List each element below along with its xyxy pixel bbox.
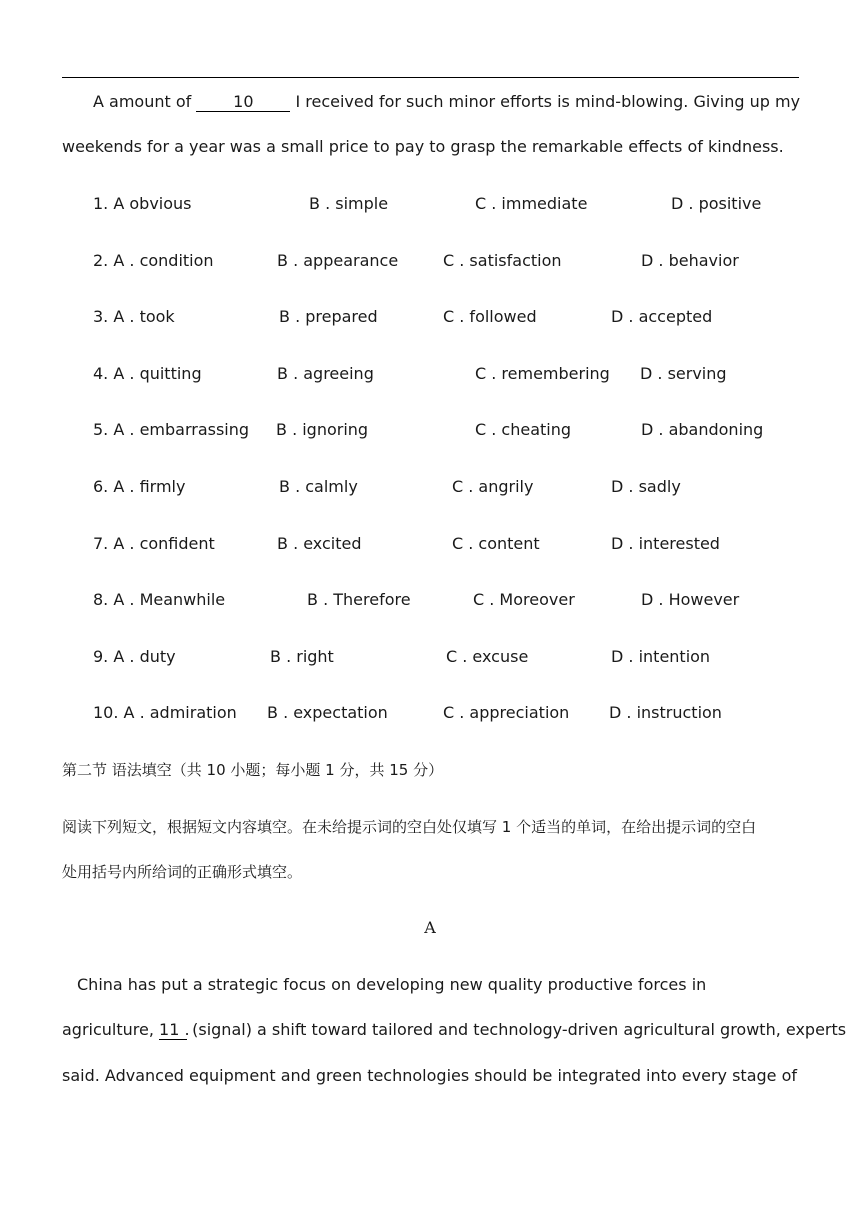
question-number: 4. xyxy=(93,363,109,383)
text: (signal) a shift toward tailored and technology-driven agricultural growth, experts xyxy=(187,1020,847,1039)
option-d[interactable]: D . accepted xyxy=(611,307,713,327)
option-d[interactable]: D . serving xyxy=(640,363,727,383)
option-a[interactable]: A . condition xyxy=(113,250,214,270)
option-b[interactable]: B . prepared xyxy=(279,307,378,327)
option-c[interactable]: C . satisfaction xyxy=(443,250,562,270)
option-c[interactable]: C . remembering xyxy=(475,363,610,383)
grammar-line-2 xyxy=(62,1020,846,1040)
option-a[interactable]: A . confident xyxy=(113,533,215,553)
question-number: 8. xyxy=(93,590,109,610)
question-row-4 xyxy=(93,364,202,384)
instructions-line-2: 处用括号内所给词的正确形式填空。 xyxy=(62,863,303,881)
question-row-3 xyxy=(93,307,175,327)
question-row-9 xyxy=(93,647,176,667)
option-c[interactable]: C . Moreover xyxy=(473,590,575,610)
option-d[interactable]: D . sadly xyxy=(611,477,681,496)
option-a[interactable]: A . embarrassing xyxy=(113,420,250,440)
option-d[interactable]: D . positive xyxy=(671,194,762,213)
grammar-line-1: China has put a strategic focus on developing new quality productive forces in xyxy=(77,975,707,994)
option-d[interactable]: D . instruction xyxy=(609,703,722,723)
option-d[interactable]: D . abandoning xyxy=(641,420,764,440)
option-c[interactable]: C . angrily xyxy=(452,477,534,496)
option-b[interactable]: B . ignoring xyxy=(276,420,369,440)
question-row-8 xyxy=(93,590,225,610)
option-b[interactable]: B . simple xyxy=(309,194,389,213)
instructions-line-1: 阅读下列短文，根据短文内容填空。在未给提示词的空白处仅填写 1 个适当的单词，在给出提示词的空白 xyxy=(62,818,757,836)
text: agriculture, xyxy=(62,1020,160,1039)
option-c[interactable]: C . excuse xyxy=(446,646,529,666)
question-row-1 xyxy=(93,194,192,214)
option-d[interactable]: D . However xyxy=(641,590,740,610)
option-a[interactable]: A . firmly xyxy=(113,477,186,496)
option-a[interactable]: A . duty xyxy=(113,646,176,666)
option-a[interactable]: A . Meanwhile xyxy=(113,590,226,610)
question-row-7 xyxy=(93,534,215,554)
answer-blank-11[interactable]: 11 . xyxy=(159,1020,190,1039)
option-b[interactable]: B . excited xyxy=(277,533,362,553)
option-d[interactable]: D . intention xyxy=(611,646,711,666)
option-a[interactable]: A . took xyxy=(113,307,175,327)
question-number: 5. xyxy=(93,420,109,440)
option-c[interactable]: C . cheating xyxy=(475,420,572,440)
option-c[interactable]: C . followed xyxy=(443,307,537,327)
option-b[interactable]: B . expectation xyxy=(267,703,388,723)
question-row-6 xyxy=(93,477,185,497)
option-b[interactable]: B . agreeing xyxy=(277,363,374,383)
option-d[interactable]: D . interested xyxy=(611,533,720,553)
text: I received for such minor efforts is mind-blowing. Giving up my xyxy=(290,92,801,111)
question-row-5 xyxy=(93,420,249,440)
question-row-10 xyxy=(93,703,237,723)
question-number: 6. xyxy=(93,477,109,496)
question-number: 7. xyxy=(93,533,109,553)
question-number: 9. xyxy=(93,646,109,666)
section-heading: 第二节 语法填空（共 10 小题；每小题 1 分，共 15 分） xyxy=(62,761,444,779)
passage-line-1 xyxy=(93,92,800,112)
option-a[interactable]: A . admiration xyxy=(123,703,237,723)
question-row-2 xyxy=(93,251,214,271)
question-number: 1. xyxy=(93,194,109,213)
option-b[interactable]: B . right xyxy=(270,646,334,666)
option-c[interactable]: C . appreciation xyxy=(443,703,570,723)
grammar-line-3: said. Advanced equipment and green technologies should be integrated into every stage of xyxy=(62,1066,797,1085)
option-b[interactable]: B . appearance xyxy=(277,250,399,270)
option-a[interactable]: A obvious xyxy=(113,194,192,213)
passage-letter: A xyxy=(424,918,436,937)
question-number: 3. xyxy=(93,307,109,327)
option-c[interactable]: C . immediate xyxy=(475,194,588,213)
header-rule xyxy=(62,77,799,78)
answer-blank-10[interactable]: 10 xyxy=(196,93,290,112)
text: A amount of xyxy=(93,92,197,111)
option-a[interactable]: A . quitting xyxy=(113,363,202,383)
question-number: 2. xyxy=(93,250,109,270)
option-b[interactable]: B . Therefore xyxy=(307,590,411,610)
option-c[interactable]: C . content xyxy=(452,533,540,553)
passage-line-2: weekends for a year was a small price to pay to grasp the remarkable effects of kindness. xyxy=(62,137,784,156)
question-number: 10. xyxy=(93,703,119,723)
option-b[interactable]: B . calmly xyxy=(279,477,358,496)
option-d[interactable]: D . behavior xyxy=(641,250,739,270)
